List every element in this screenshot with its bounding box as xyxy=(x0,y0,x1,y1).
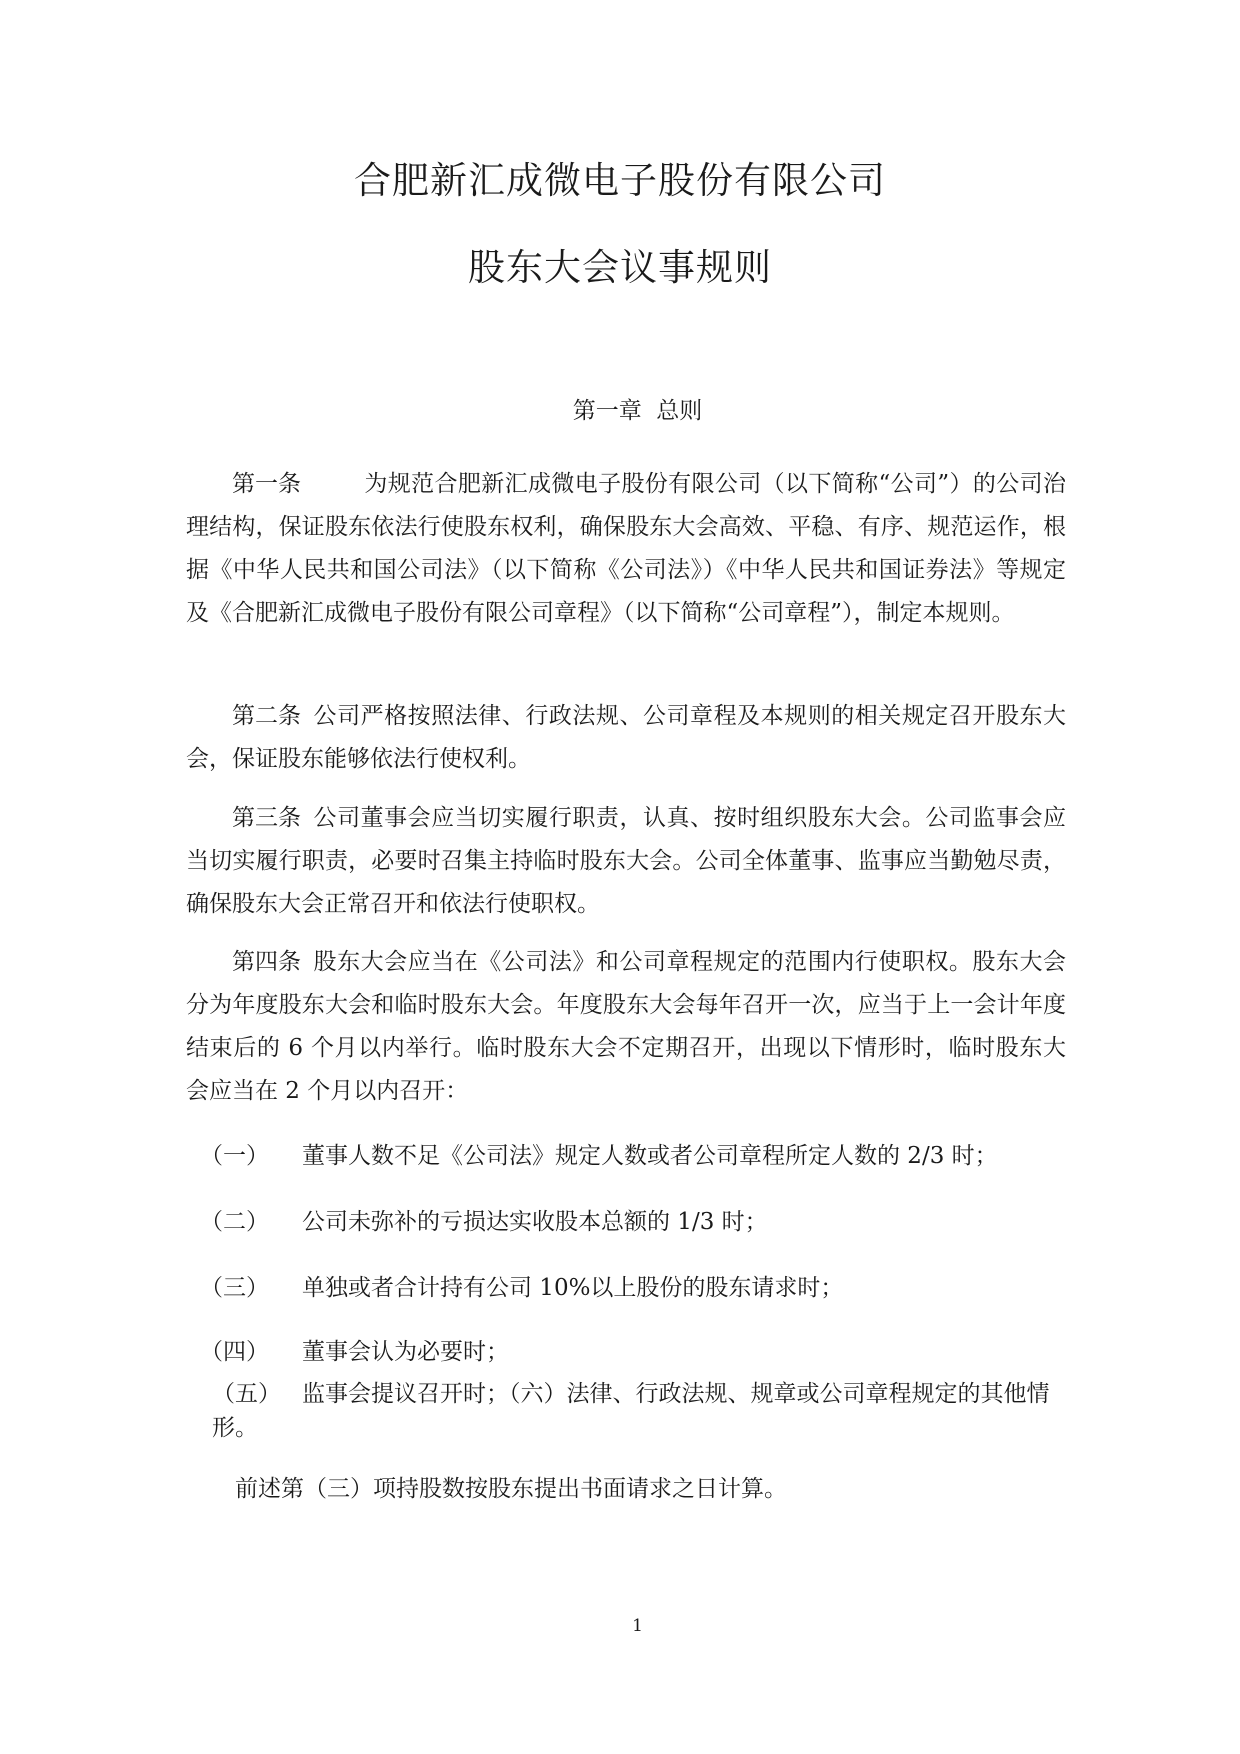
list-item-number: （四） xyxy=(200,1339,269,1365)
list-item-text: 董事会认为必要时； xyxy=(302,1339,509,1365)
article-text: 股东大会应当在《公司法》和公司章程规定的范围内行使职权。股东大会分为年度股东大会和临时股东大会。年度股东大会每年召开一次，应当于上一会计年度结束后的 6 个月以内举行。临时股东大会不定期召开，出现以下情形时，临时股东大会应当在 2 个月以内召开： xyxy=(186,949,1066,1104)
list-item-text: 董事人数不足《公司法》规定人数或者公司章程所定人数的 2/3 时； xyxy=(302,1143,998,1169)
list-item-text: 监事会提议召开时；（六）法律、行政法规、规章或公司章程规定的其他情形。 xyxy=(212,1381,1050,1441)
list-item-number: （五） xyxy=(212,1381,281,1407)
list-item-number: （二） xyxy=(200,1209,269,1235)
list-item-number: （一） xyxy=(200,1143,269,1169)
document-title: 股东大会议事规则 xyxy=(468,246,772,289)
article-3 xyxy=(186,797,1066,926)
article-1 xyxy=(186,463,1066,635)
list-item-text: 公司未弥补的亏损达实收股本总额的 1/3 时； xyxy=(302,1209,768,1235)
article-2 xyxy=(186,695,1066,781)
closing-note: 前述第（三）项持股数按股东提出书面请求之日计算。 xyxy=(235,1476,787,1502)
article-text: 为规范合肥新汇成微电子股份有限公司（以下简称“公司”）的公司治理结构，保证股东依法行使股东权利，确保股东大会高效、平稳、有序、规范运作，根据《中华人民共和国公司法》（以下简称《公司法》）《中华人民共和国证券法》等规定及《合肥新汇成微电子股份有限公司章程》（以下简称“公司章程”），制定本规则。 xyxy=(186,471,1066,626)
article-label: 第三条 xyxy=(232,805,301,831)
article-text: 公司严格按照法律、行政法规、公司章程及本规则的相关规定召开股东大会，保证股东能够依法行使权利。 xyxy=(186,703,1066,772)
list-item-text: 单独或者合计持有公司 10%以上股份的股东请求时； xyxy=(302,1275,844,1301)
list-item xyxy=(200,1334,1080,1370)
article-label: 第二条 xyxy=(232,703,301,729)
list-item xyxy=(212,1377,1072,1445)
article-label: 第一条 xyxy=(232,471,301,497)
list-item xyxy=(200,1138,1080,1174)
company-title: 合肥新汇成微电子股份有限公司 xyxy=(354,159,886,202)
article-4 xyxy=(186,941,1066,1113)
list-item-number: （三） xyxy=(200,1275,269,1301)
list-item xyxy=(200,1204,1080,1240)
article-text: 公司董事会应当切实履行职责，认真、按时组织股东大会。公司监事会应当切实履行职责，必要时召集主持临时股东大会。公司全体董事、监事应当勤勉尽责，确保股东大会正常召开和依法行使职权。 xyxy=(186,805,1066,917)
list-item xyxy=(200,1270,1080,1306)
page-number: 1 xyxy=(632,1616,643,1636)
chapter-heading: 第一章 总则 xyxy=(572,398,703,424)
article-label: 第四条 xyxy=(232,949,301,975)
